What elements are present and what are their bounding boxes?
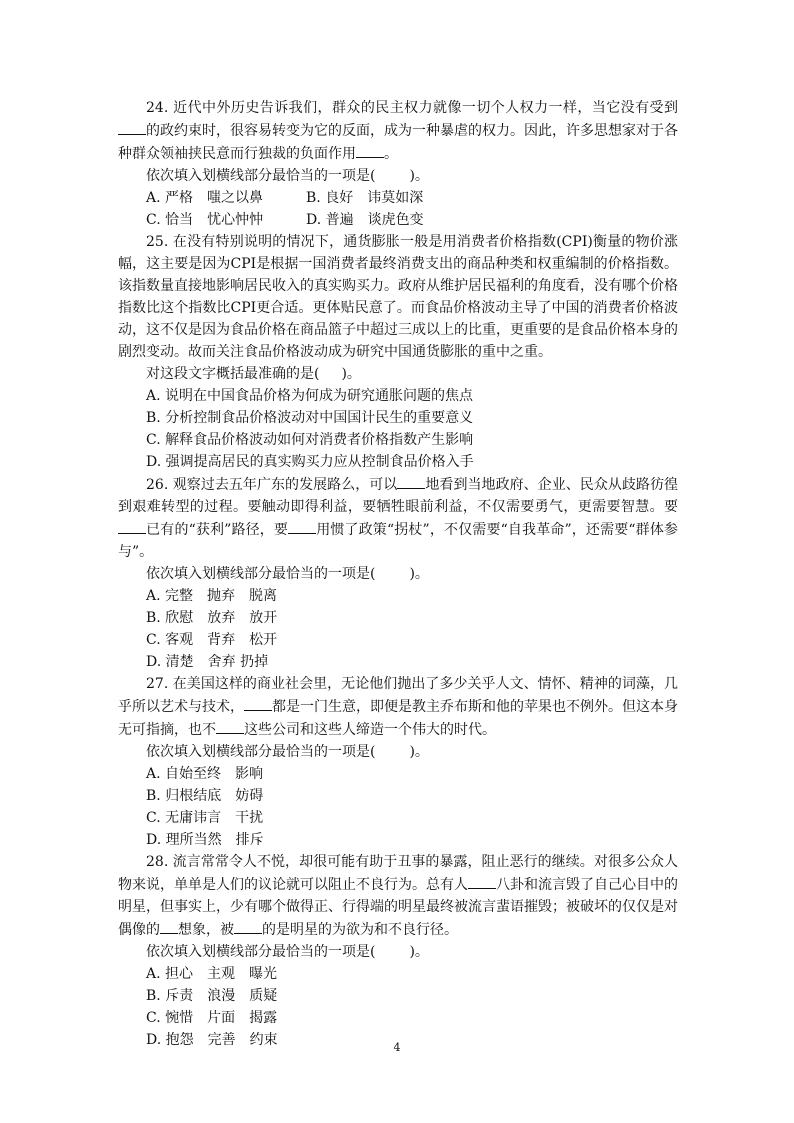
q27-option-c: C. 无庸讳言 干扰 <box>146 810 264 826</box>
question-28-options <box>118 963 678 1051</box>
q27-option-a: A. 自始至终 影响 <box>146 766 264 782</box>
q28-text-part-1: 28. 流言常常令人不悦，却很可能有助于丑事的暴露，阻止恶行的继续。对很多公众人物来说，单单是人们的议论就可以阻止不良行为。总有人 <box>118 854 678 893</box>
q26-option-a: A. 完整 抛弃 脱离 <box>146 588 278 604</box>
q28-prompt-text: 依次填入划横线部分最恰当的一项是( <box>146 944 376 960</box>
q25-option-b: B. 分析控制食品价格波动对中国国计民生的重要意义 <box>146 410 474 426</box>
q27-prompt-end: )。 <box>409 744 429 760</box>
q24-prompt-text: 依次填入划横线部分最恰当的一项是( <box>146 168 376 184</box>
q28-option-b: B. 斥责 浪漫 质疑 <box>146 988 278 1004</box>
question-24-options <box>118 187 678 231</box>
q28-blank-2 <box>160 918 178 934</box>
q25-prompt-end: )。 <box>341 366 361 382</box>
q26-prompt-text: 依次填入划横线部分最恰当的一项是( <box>146 566 376 582</box>
q26-blank-3 <box>288 518 316 534</box>
q26-blank-1 <box>397 473 425 489</box>
q24-text-part-2: 的政约束时，很容易转变为它的反面，成为一种暴虐的权力。因此，许多思想家对于各种群众领袖挟民意而行独裁的负面作用 <box>118 123 678 162</box>
question-27-options <box>118 763 678 851</box>
q27-text-part-1: 27. 在美国这样的商业社会里，无论他们抛出了多少关乎人文、情怀、精神的词藻，几乎所以艺术与技术， <box>118 676 678 715</box>
q28-option-c: C. 惋惜 片面 揭露 <box>146 1010 278 1026</box>
q24-blank-2 <box>356 142 384 158</box>
q27-option-b: B. 归根结底 妨碍 <box>146 788 264 804</box>
q27-text-part-2: 都是一门生意，即便是教主乔布斯和他的苹果也不例外。但这本身无可指摘，也不 <box>118 699 678 738</box>
question-26-options <box>118 585 678 673</box>
q28-option-a: A. 担心 主观 曝光 <box>146 966 278 982</box>
question-26-prompt <box>118 563 678 585</box>
q26-option-d: D. 清楚 舍弃 扔掉 <box>146 654 269 670</box>
q27-text-part-3: 这些公司和这些人缔造一个伟大的时代。 <box>244 722 496 738</box>
page-number: 4 <box>393 1041 401 1054</box>
question-24-prompt <box>118 165 678 187</box>
q28-prompt-end: )。 <box>409 944 429 960</box>
question-28-text <box>118 851 678 941</box>
q24-option-d: D. 普遍 谈虎色变 <box>306 212 424 228</box>
question-25-text: 25. 在没有特别说明的情况下，通货膨胀一般是用消费者价格指数(CPI)衡量的物价涨幅，这主要是因为CPI是根据一国消费者最终消费支出的商品种类和权重编制的价格指数。该指数量直接地影响居民收入的真实购买力。政府从维护居民福利的角度看，没有哪个价格指数比这个指数比CPI更合适。更体贴民意了。而食品价格波动主导了中国的消费者价格波动，这不仅是因为食品价格在商品篮子中超过三成以上的比重，更重要的是食品价格本身的剧烈变动。故而关注食品价格波动成为研究中国通货膨胀的重中之重。 <box>118 234 678 360</box>
question-27-text <box>118 673 678 741</box>
q24-text-part-1: 24. 近代中外历史告诉我们，群众的民主权力就像一切个人权力一样，当它没有受到 <box>146 100 678 116</box>
q26-text-part-2: 地看到当地政府、企业、民众从歧路彷徨到艰难转型的过程。要触动即得利益，要牺牲眼前利益，不仅需要勇气，更需要智慧。要 <box>118 477 679 515</box>
q25-prompt-text: 对这段文字概括最准确的是( <box>146 366 320 382</box>
q27-option-d: D. 理所当然 排斥 <box>146 832 264 848</box>
question-25-options <box>118 385 678 473</box>
q28-text-part-3: 想象，被 <box>178 922 234 938</box>
q27-blank-2 <box>216 718 244 734</box>
q27-prompt-text: 依次填入划横线部分最恰当的一项是( <box>146 744 376 760</box>
q28-blank-1 <box>468 873 496 889</box>
q24-option-row <box>146 187 678 209</box>
question-24-text <box>118 97 678 165</box>
q25-option-c: C. 解释食品价格波动如何对消费者价格指数产生影响 <box>146 432 474 448</box>
q28-text-part-4: 的是明星的为欲为和不良行径。 <box>262 922 458 938</box>
q27-blank-1 <box>244 695 272 711</box>
q26-text-part-4: 用惯了政策“拐杖”，不仅需要“自我革命”，还需要“群体参与”。 <box>118 522 678 560</box>
q26-text-part-1: 26. 观察过去五年广东的发展路么，可以 <box>146 477 398 493</box>
q26-blank-2 <box>118 518 146 534</box>
q24-prompt-end: )。 <box>409 168 429 184</box>
q28-option-d: D. 抱怨 完善 约束 <box>146 1032 278 1048</box>
question-28-prompt <box>118 941 678 963</box>
q26-option-b: B. 欣慰 放弃 放开 <box>146 610 278 626</box>
q26-text-part-3: 已有的“获利”路径，要 <box>146 522 289 538</box>
page-content <box>118 97 678 1051</box>
q24-blank-1 <box>118 119 146 135</box>
q26-prompt-end: )。 <box>409 566 429 582</box>
q28-blank-3 <box>234 918 262 934</box>
question-25-prompt <box>118 363 678 385</box>
q25-option-a: A. 说明在中国食品价格为何成为研究通胀问题的焦点 <box>146 388 474 404</box>
question-26-text <box>118 473 678 563</box>
q24-option-row <box>146 209 678 231</box>
q24-option-c: C. 恰当 忧心忡忡 <box>146 212 264 228</box>
q26-option-c: C. 客观 背弃 松开 <box>146 632 278 648</box>
q24-text-part-3: 。 <box>384 146 398 162</box>
q28-text-part-2: 八卦和流言毁了自己心目中的明星，但事实上，少有哪个做得正、行得端的明星最终被流言蜚语摧毁；被破坏的仅仅是对偶像的 <box>118 877 678 938</box>
question-27-prompt <box>118 741 678 763</box>
q25-option-d: D. 强调提高居民的真实购买力应从控制食品价格入手 <box>146 454 474 470</box>
q24-option-a: A. 严格 嗤之以鼻 <box>146 190 264 206</box>
q24-option-b: B. 良好 讳莫如深 <box>306 190 424 206</box>
